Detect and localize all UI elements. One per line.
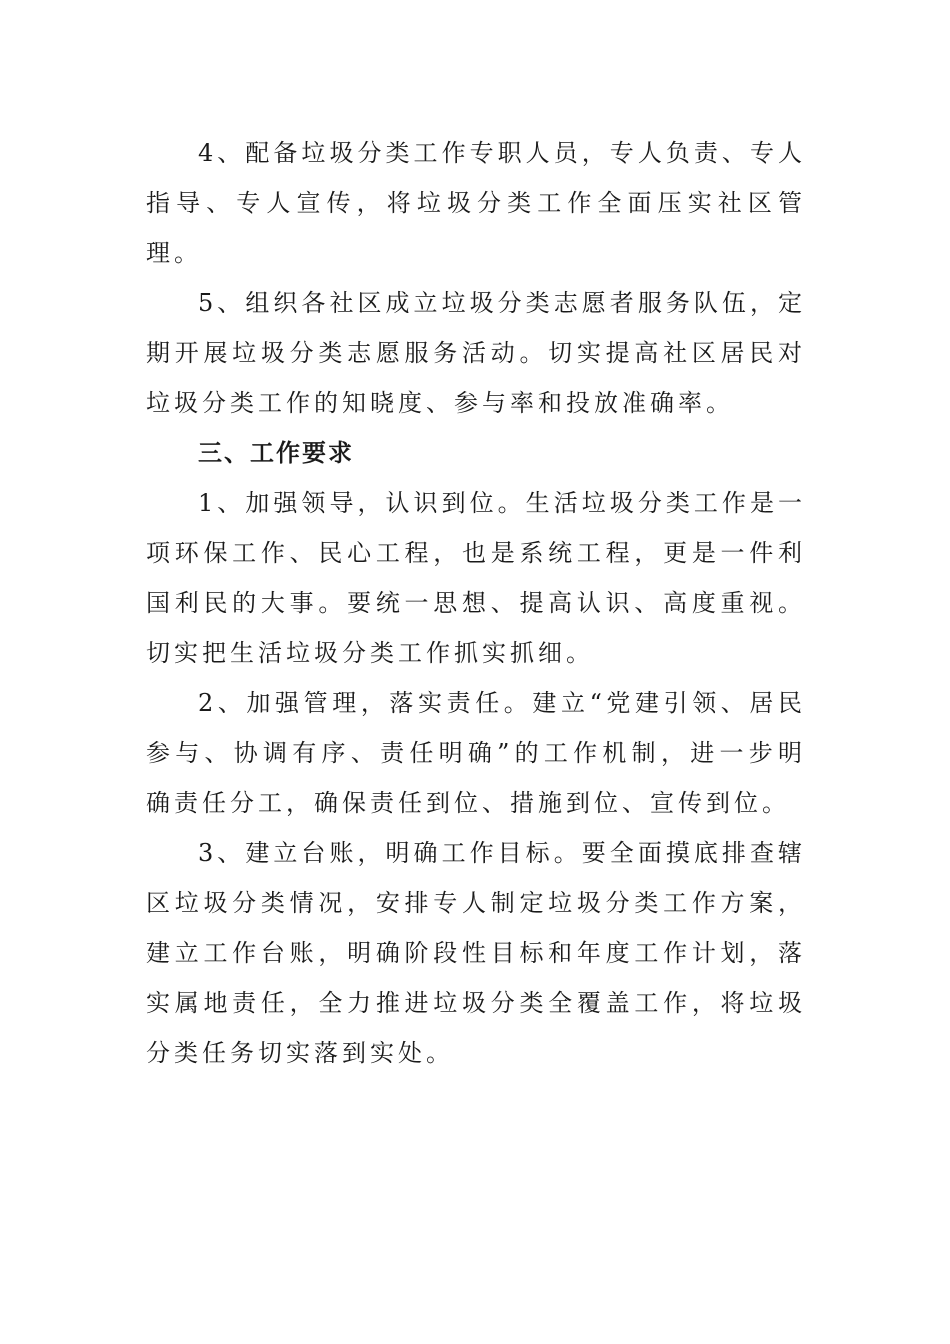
section-heading: 三、工作要求 <box>198 439 354 467</box>
paragraph-item-5: 5、组织各社区成立垃圾分类志愿者服务队伍，定期开展垃圾分类志愿服务活动。切实提高社区居民对垃圾分类工作的知晓度、参与率和投放准确率。 <box>146 289 806 417</box>
requirement-item-3: 3、建立台账，明确工作目标。要全面摸底排查辖区垃圾分类情况，安排专人制定垃圾分类工作方案，建立工作台账，明确阶段性目标和年度工作计划，落实属地责任，全力推进垃圾分类全覆盖工作，将垃圾分类任务切实落到实处。 <box>146 839 806 1067</box>
requirement-item-2: 2、加强管理，落实责任。建立“党建引领、居民参与、协调有序、责任明确”的工作机制，进一步明确责任分工，确保责任到位、措施到位、宣传到位。 <box>146 689 806 817</box>
requirement-item-1: 1、加强领导，认识到位。生活垃圾分类工作是一项环保工作、民心工程，也是系统工程，更是一件利国利民的大事。要统一思想、提高认识、高度重视。切实把生活垃圾分类工作抓实抓细。 <box>146 489 806 667</box>
document-body <box>146 128 806 1078</box>
paragraph-item-4: 4、配备垃圾分类工作专职人员，专人负责、专人指导、专人宣传，将垃圾分类工作全面压实社区管理。 <box>146 139 806 267</box>
